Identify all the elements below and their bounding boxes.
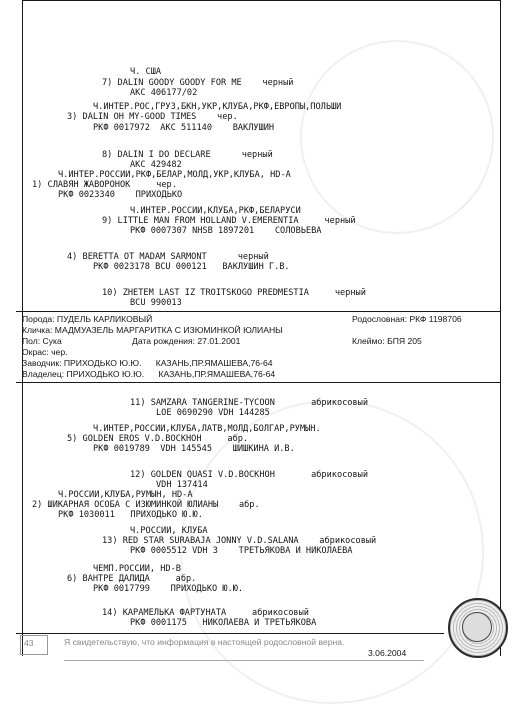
footer-number: 43 (24, 638, 34, 648)
pedigree-line: ЧЕМП.РОССИИ, HD-B (93, 564, 181, 574)
pedigree-line: Ч.ИНТЕР.РОССИИ,КЛУБА,РКФ,БЕЛАРУСИ (130, 206, 301, 216)
color-field: Окрас: чер. (22, 347, 68, 357)
sex-field: Пол: Сука (22, 336, 62, 346)
pedigree-line: 14) КАРАМЕЛЬКА ФАРТУНАТА абрикосовый (102, 608, 309, 618)
pedigree-line: 11) SAMZARA TANGERINE-TYCOON абрикосовый (130, 398, 368, 408)
pedigree-line: 3) DALIN OH MY-GOOD TIMES чер. (67, 112, 238, 122)
pedigree-line: 13) RED STAR SURABAJA JONNY V.D.SALANA абрикосовый (102, 536, 377, 546)
pedigree-line: АКС 406177/02 (130, 88, 198, 98)
signature-line (64, 660, 424, 661)
rkf-seal-stamp (448, 598, 508, 658)
pedigree-line: 10) ZHETEM LAST IZ TROITSKOGO PREDMESTIA черный (102, 288, 366, 298)
pedigree-line: 4) BERETTA OT MADAM SARMONT черный (67, 252, 269, 262)
info-bottom-rule (16, 382, 500, 383)
footer-rule (16, 633, 444, 634)
certification-text: Я свидетельствую, что информация в настоящей родословной верна. (64, 637, 345, 647)
pedigree-line: Ч.РОССИИ,КЛУБА,РУМЫН, HD-A (58, 490, 193, 500)
pedigree-line: Ч.ИНТЕР.РОССИИ,РКФ,БЕЛАР,МОЛД,УКР,КЛУБА, HD-A (58, 170, 291, 180)
pedigree-line: РКФ 0017799 ПРИХОДЬКО Ю.Ю. (93, 584, 244, 594)
pedigree-line: АКС 429482 (130, 160, 182, 170)
pedigree-line: Ч. США (130, 67, 162, 77)
pedigree-line: 7) DALIN GOODY GOODY FOR ME черный (102, 78, 294, 88)
pedigree-line: РКФ 0005512 VDH 3 ТРЕТЬЯКОВА И НИКОЛАЕВА (130, 546, 353, 556)
pedigree-line: Ч.РОССИИ, КЛУБА (130, 526, 208, 536)
pedigree-line: 9) LITTLE MAN FROM HOLLAND V.EMERENTIA черный (102, 216, 356, 226)
pedigree-line: VDH 137414 (156, 480, 208, 490)
pedigree-line: 5) GOLDEN EROS V.D.BOCKHOH абр. (67, 434, 249, 444)
pedigree-line: РКФ 0023178 BCU 000121 ВАКЛУШИН Г.В. (93, 262, 290, 272)
pedigree-line: РКФ 0019789 VDH 145545 ШИШКИНА И.В. (93, 444, 295, 454)
birth-date-field: Дата рождения: 27.01.2001 (132, 336, 241, 346)
right-border (500, 0, 501, 656)
pedigree-line: Ч.ИНТЕР.РОС,ГРУЗ,БКН,УКР,КЛУБА,РКФ,ЕВРОПЫ,ПОЛЬШИ (93, 102, 342, 112)
seal-center (462, 612, 492, 642)
owner-field: Владелец: ПРИХОДЬКО Ю.Ю. КАЗАНЬ,ПР.ЯМАШЕВА,76-64 (22, 369, 276, 379)
pedigree-line: 6) ВАНТРЕ ДАЛИДА абр. (67, 574, 197, 584)
pedigree-line: BCU 990013 (130, 298, 182, 308)
pedigree-line: 2) ШИКАРНАЯ ОСОБА С ИЗЮМИНКОЙ ЮЛИАНЫ абр. (32, 500, 260, 510)
certification-date: 3.06.2004 (368, 648, 407, 658)
pedigree-line: РКФ 0007307 NHSB 1897201 СОЛОВЬЕВА (130, 226, 322, 236)
pedigree-line: РКФ 0023340 ПРИХОДЬКО (58, 190, 183, 200)
dog-name-field: Кличка: МАДМУАЗЕЛЬ МАРГАРИТКА С ИЗЮМИНКОЙ ЮЛИАНЫ (22, 325, 283, 335)
pedigree-line: РКФ 0001175 НИКОЛАЕВА И ТРЕТЬЯКОВА (130, 618, 317, 628)
pedigree-line: 12) GOLDEN QUASI V.D.BOCKHOH абрикосовый (130, 470, 368, 480)
pedigree-line: 1) СЛАВЯН ЖАВОРОНОК чер. (32, 180, 177, 190)
pedigree-line: РКФ 1030011 ПРИХОДЬКО Ю.Ю. (58, 510, 203, 520)
pedigree-line: 8) DALIN I DO DECLARE черный (102, 150, 273, 160)
brand-field: Клеймо: БПЯ 205 (352, 336, 422, 346)
pedigree-line: Ч.ИНТЕР,РОССИИ,КЛУБА,ЛАТВ,МОЛД,БОЛГАР,РУМЫН. (93, 424, 321, 434)
info-top-rule (16, 311, 500, 312)
breed-field: Порода: ПУДЕЛЬ КАРЛИКОВЫЙ (22, 314, 153, 324)
pedigree-line: РКФ 0017972 АКС 511140 ВАКЛУШИН (93, 123, 275, 133)
pedigree-number-field: Родословная: РКФ 1198706 (352, 314, 462, 324)
top-border (22, 0, 500, 1)
breeder-field: Заводчик: ПРИХОДЬКО Ю.Ю. КАЗАНЬ,ПР.ЯМАШЕВА,76-64 (22, 358, 273, 368)
pedigree-line: LOE 0690290 VDH 144285 (156, 408, 270, 418)
fci-watermark-upper (300, 40, 494, 234)
